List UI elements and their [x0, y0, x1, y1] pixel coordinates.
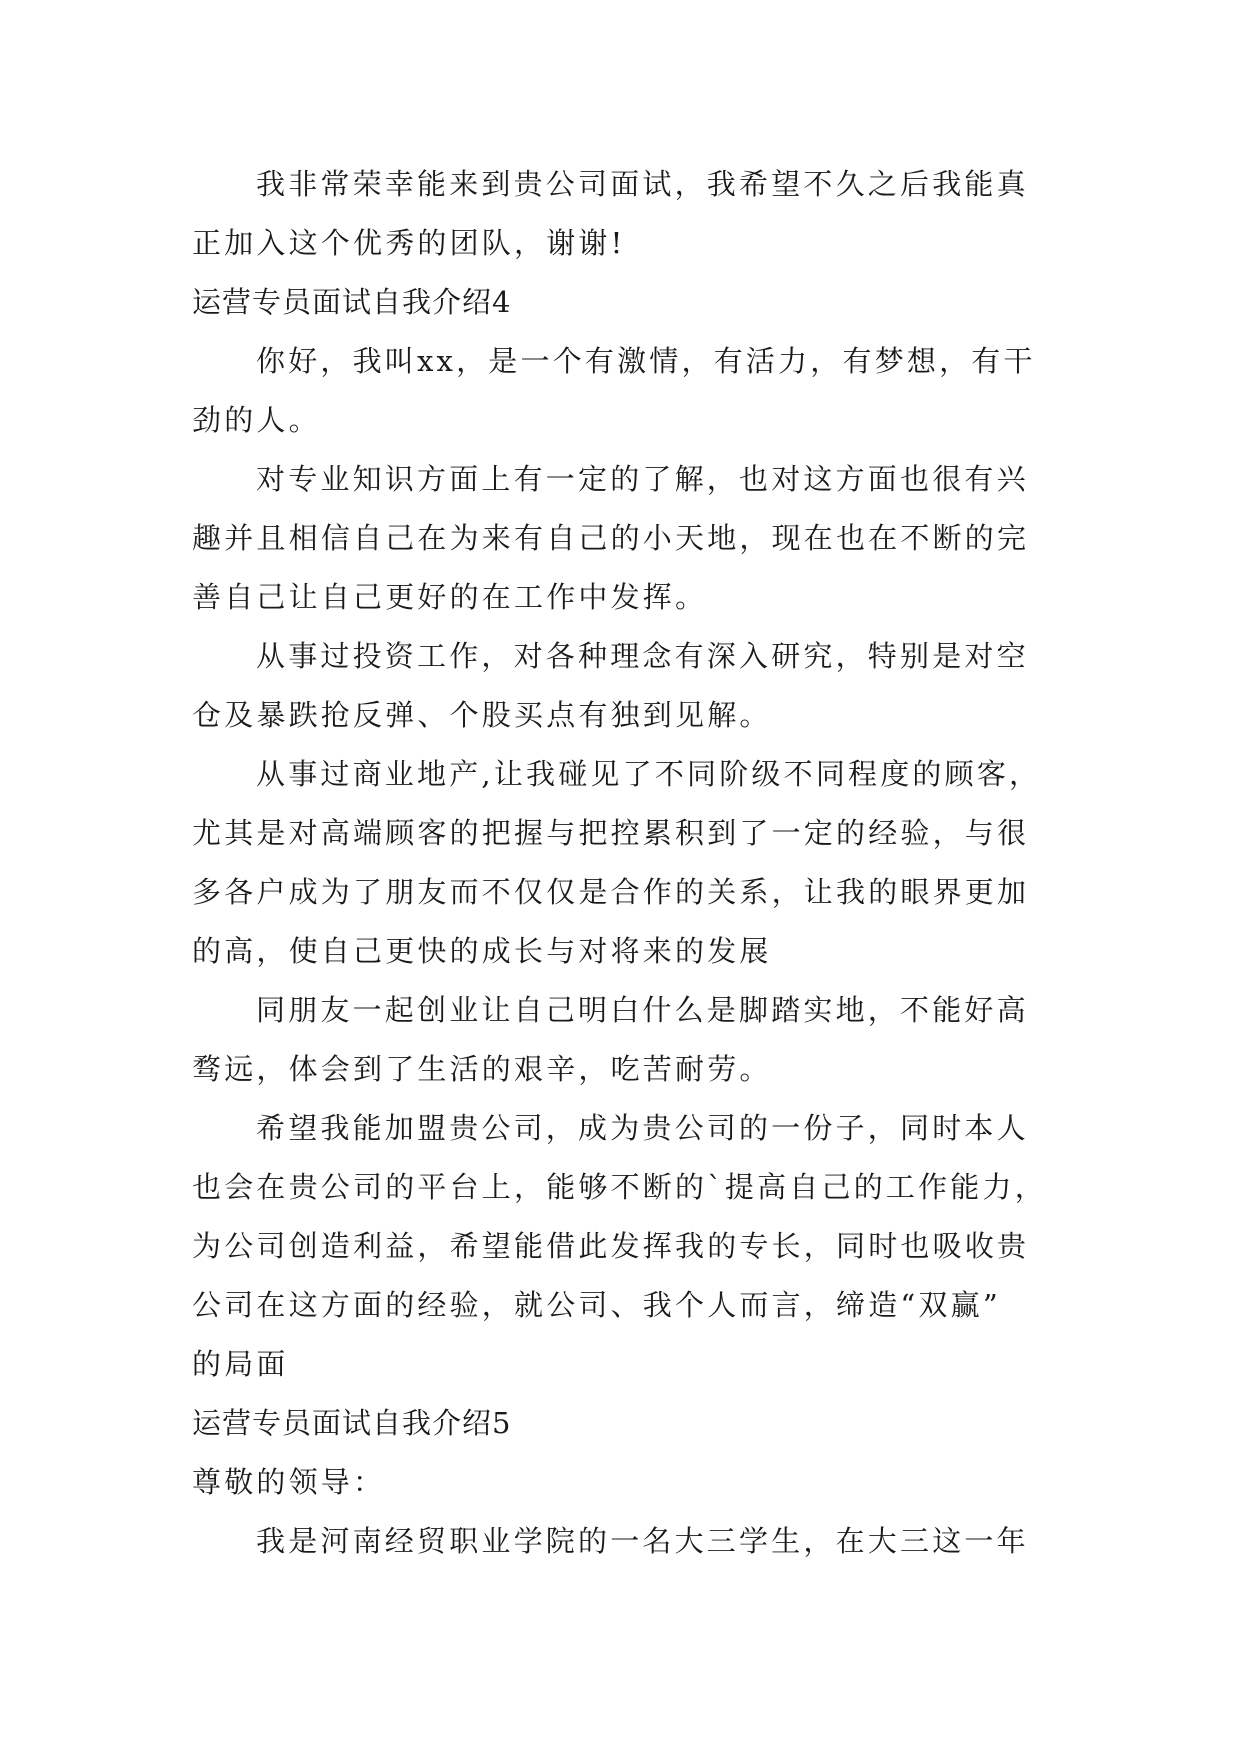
text-line: 多各户成为了朋友而不仅仅是合作的关系，让我的眼界更加: [192, 875, 1030, 909]
text-line: 尤其是对高端顾客的把握与把控累积到了一定的经验，与很: [192, 816, 1030, 850]
text-line: 骛远，体会到了生活的艰辛，吃苦耐劳。: [192, 1052, 772, 1086]
text-line: 从事过商业地产,让我碰见了不同阶级不同程度的顾客，: [256, 757, 1042, 791]
text-line: 仓及暴跌抢反弹、个股买点有独到见解。: [192, 698, 772, 732]
section-heading: 运营专员面试自我介绍4: [192, 285, 512, 319]
text-line: 尊敬的领导：: [192, 1465, 386, 1499]
text-line: 希望我能加盟贵公司，成为贵公司的一份子，同时本人: [256, 1111, 1029, 1145]
section-heading: 运营专员面试自我介绍5: [192, 1406, 512, 1440]
document-body: [192, 155, 1052, 1571]
text-line: 正加入这个优秀的团队，谢谢!: [192, 226, 626, 260]
text-line: 为公司创造利益，希望能借此发挥我的专长，同时也吸收贵: [192, 1229, 1030, 1263]
text-line: 同朋友一起创业让自己明白什么是脚踏实地，不能好高: [256, 993, 1029, 1027]
text-line: 也会在贵公司的平台上，能够不断的`提高自己的工作能力，: [192, 1170, 1047, 1204]
text-line: 劲的人。: [192, 403, 321, 437]
text-line: 善自己让自己更好的在工作中发挥。: [192, 580, 708, 614]
text-line: 趣并且相信自己在为来有自己的小天地，现在也在不断的完: [192, 521, 1030, 555]
text-line: 公司在这方面的经验，就公司、我个人而言，缔造“双赢”: [192, 1288, 1001, 1322]
text-line: 从事过投资工作，对各种理念有深入研究，特别是对空: [256, 639, 1029, 673]
text-line: 的高，使自己更快的成长与对将来的发展: [192, 934, 772, 968]
text-line: 对专业知识方面上有一定的了解，也对这方面也很有兴: [256, 462, 1029, 496]
text-line: 你好，我叫xx，是一个有激情，有活力，有梦想，有干: [256, 344, 1036, 378]
text-line: 我非常荣幸能来到贵公司面试，我希望不久之后我能真: [256, 167, 1029, 201]
text-line: 的局面: [192, 1347, 289, 1381]
text-line: 我是河南经贸职业学院的一名大三学生，在大三这一年: [256, 1524, 1029, 1558]
